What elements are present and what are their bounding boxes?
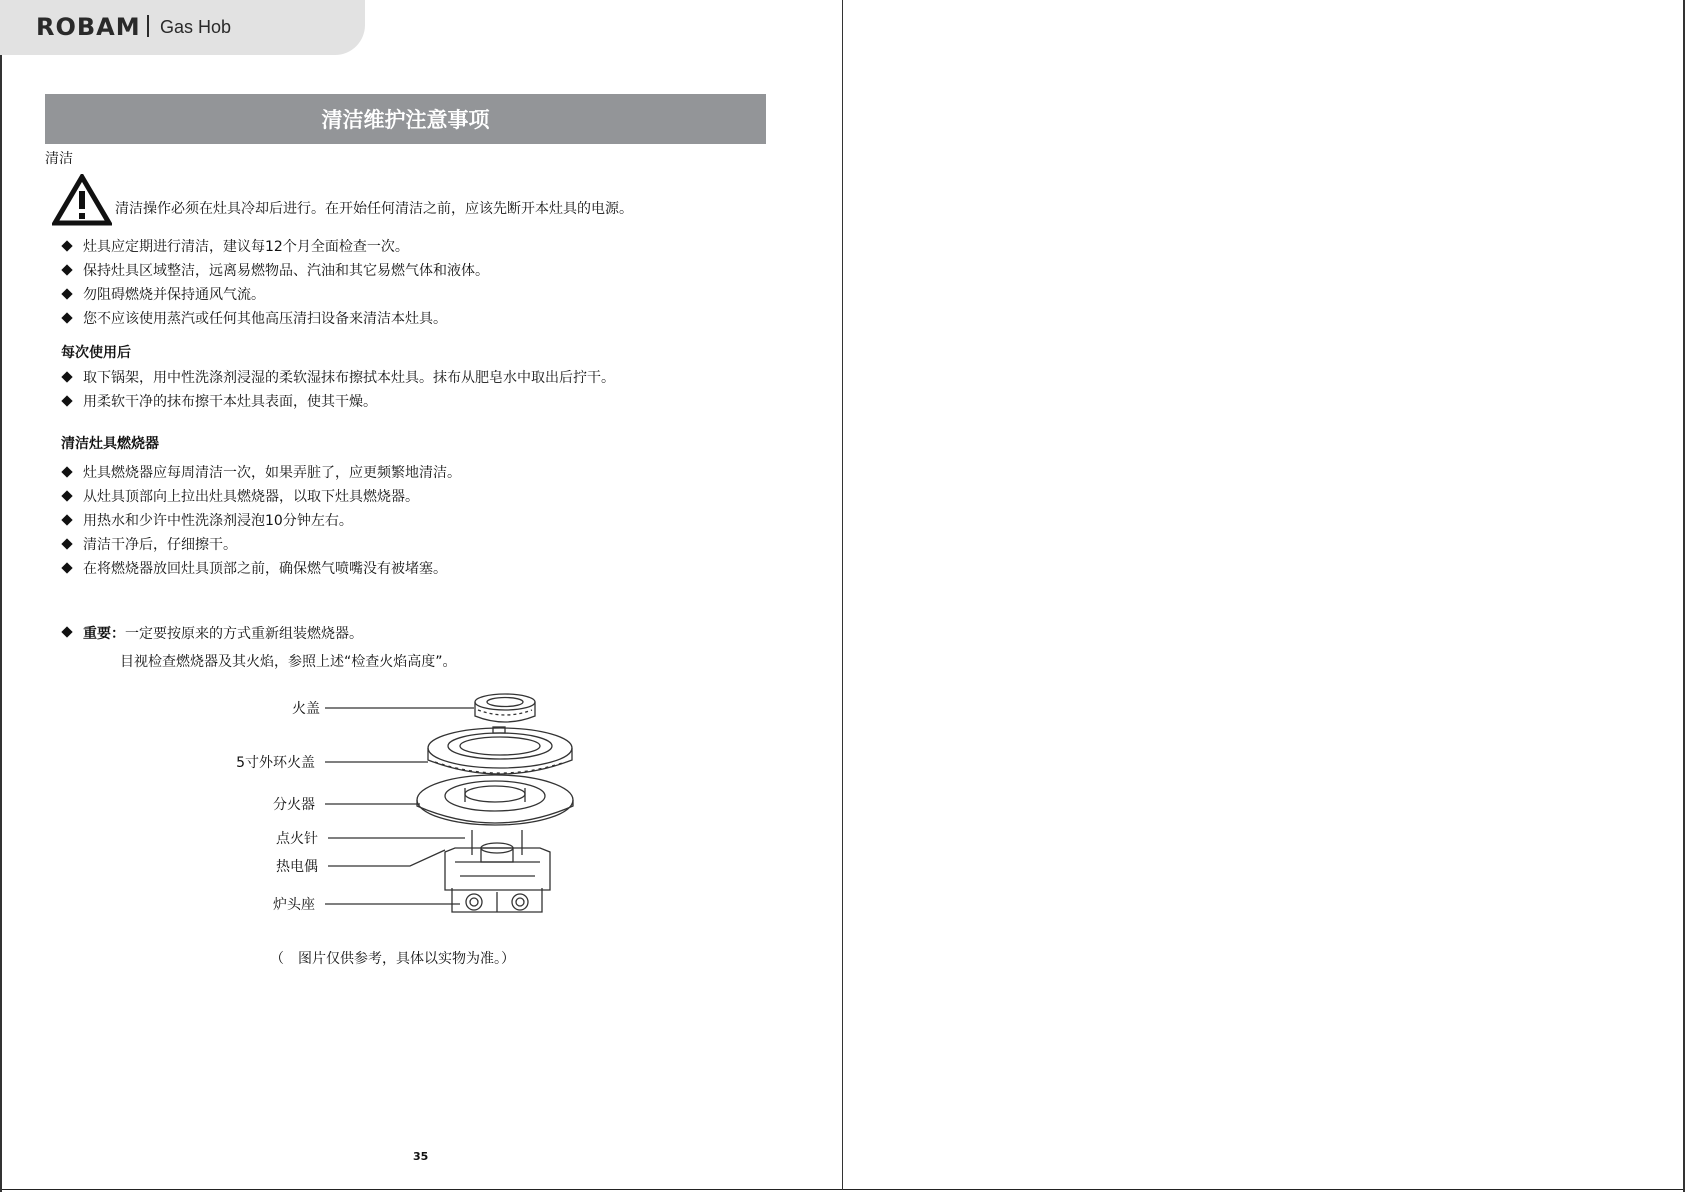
diamond-bullet-icon [61, 538, 72, 549]
diamond-bullet-icon [61, 395, 72, 406]
general-cleaning-list [63, 235, 489, 331]
warning-icon [52, 174, 112, 226]
left-page-edge [0, 50, 2, 1192]
header-tab [0, 0, 365, 55]
list-item: 保持灶具区域整洁，远离易燃物品、汽油和其它易燃气体和液体。 [63, 259, 489, 283]
burner-heading: 清洁灶具燃烧器 [61, 436, 159, 452]
list-item: 清洁干净后，仔细擦干。 [63, 533, 461, 557]
list-item: 灶具燃烧器应每周清洁一次，如果弄脏了，应更频繁地清洁。 [63, 461, 461, 485]
after-use-heading: 每次使用后 [61, 345, 131, 361]
list-item: 用柔软干净的抹布擦干本灶具表面，使其干燥。 [63, 390, 615, 414]
list-item: 用热水和少许中性洗涤剂浸泡10分钟左右。 [63, 509, 461, 533]
diamond-bullet-icon [61, 240, 72, 251]
list-item: 灶具应定期进行清洁，建议每12个月全面检查一次。 [63, 235, 489, 259]
brand-logo: ROBAM [36, 13, 141, 41]
page-number: 35 [413, 1150, 429, 1163]
list-item: 在将燃烧器放回灶具顶部之前，确保燃气喷嘴没有被堵塞。 [63, 557, 461, 581]
diamond-bullet-icon [61, 626, 72, 637]
label-igniter: 点火针 [276, 831, 318, 847]
product-name: Gas Hob [160, 17, 232, 37]
diamond-bullet-icon [61, 371, 72, 382]
diamond-bullet-icon [61, 562, 72, 573]
label-burner-base: 炉头座 [273, 897, 315, 913]
label-burner-cap: 火盖 [292, 701, 320, 717]
important-line-2: 目视检查燃烧器及其火焰，参照上述“检查火焰高度”。 [120, 654, 457, 670]
diamond-bullet-icon [61, 288, 72, 299]
page-divider [842, 0, 843, 1190]
list-item: 从灶具顶部向上拉出灶具燃烧器，以取下灶具燃烧器。 [63, 485, 461, 509]
important-label: 重要： [83, 626, 125, 642]
important-line-1: 一定要按原来的方式重新组装燃烧器。 [125, 626, 363, 642]
section-label: 清洁 [45, 151, 73, 167]
label-outer-ring-cap: 5寸外环火盖 [236, 755, 315, 771]
diamond-bullet-icon [61, 466, 72, 477]
diamond-bullet-icon [61, 264, 72, 275]
after-use-list [63, 366, 615, 414]
burner-list [63, 461, 461, 581]
list-item: 您不应该使用蒸汽或任何其他高压清扫设备来清洁本灶具。 [63, 307, 489, 331]
label-thermocouple: 热电偶 [276, 859, 318, 875]
list-item: 勿阻碍燃烧并保持通风气流。 [63, 283, 489, 307]
burner-exploded-diagram [220, 680, 600, 930]
section-title: 清洁维护注意事项 [45, 94, 766, 144]
diamond-bullet-icon [61, 514, 72, 525]
brand-separator [147, 15, 149, 37]
diamond-bullet-icon [61, 312, 72, 323]
warning-text: 清洁操作必须在灶具冷却后进行。在开始任何清洁之前，应该先断开本灶具的电源。 [115, 201, 633, 217]
label-distributor: 分火器 [273, 797, 315, 813]
diagram-caption: （ 图片仅供参考，具体以实物为准。） [270, 951, 515, 967]
list-item: 取下锅架，用中性洗涤剂浸湿的柔软湿抹布擦拭本灶具。抹布从肥皂水中取出后拧干。 [63, 366, 615, 390]
diamond-bullet-icon [61, 490, 72, 501]
important-note [63, 623, 363, 643]
